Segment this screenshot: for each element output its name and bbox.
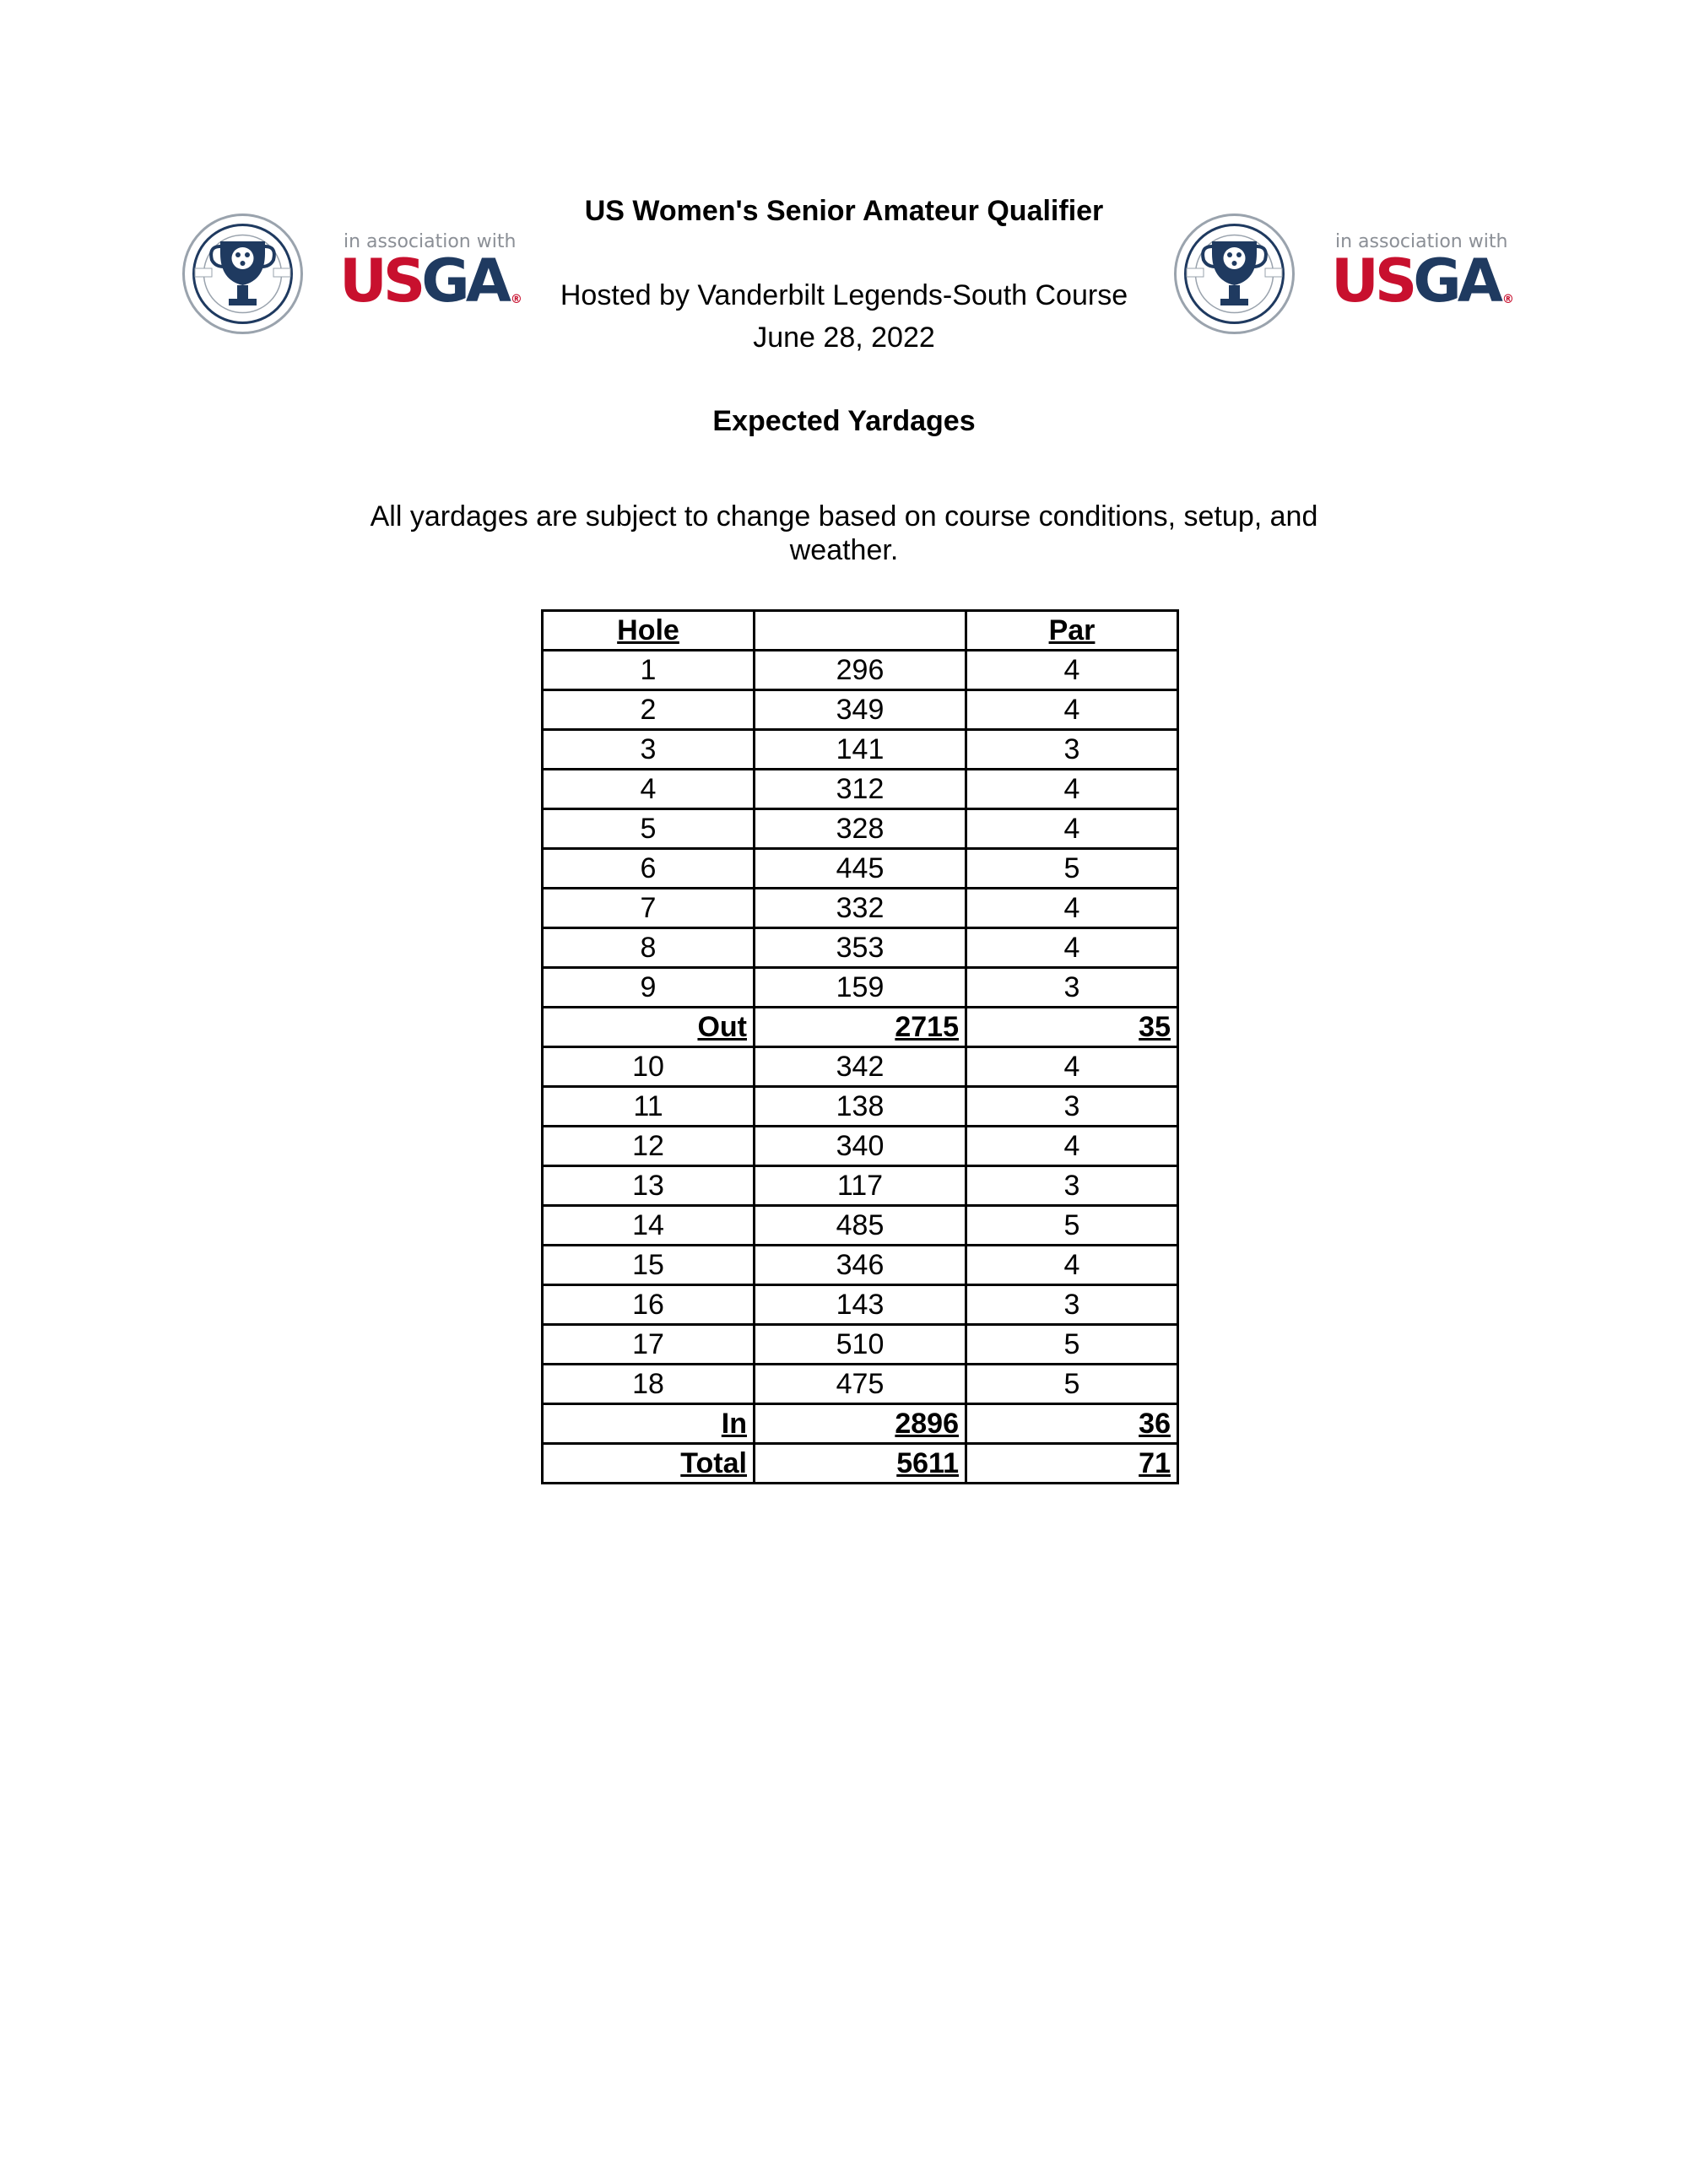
hole-cell: 7: [543, 889, 755, 928]
yardage-cell: 141: [755, 730, 966, 770]
hole-cell: In: [543, 1404, 755, 1444]
hole-cell: 12: [543, 1127, 755, 1166]
tennessee-golf-association-seal-icon: [1173, 213, 1296, 335]
summary-row: [543, 1404, 1178, 1444]
hole-cell: 14: [543, 1206, 755, 1246]
summary-row: [543, 1008, 1178, 1047]
hole-cell: 1: [543, 651, 755, 690]
par-cell: 3: [966, 1087, 1178, 1127]
table-row: [543, 968, 1178, 1008]
par-cell: 5: [966, 1325, 1178, 1365]
yardage-cell: 353: [755, 928, 966, 968]
hole-cell: 9: [543, 968, 755, 1008]
header-cell-yards: [755, 611, 966, 651]
table-row: [543, 1365, 1178, 1404]
hole-cell: Total: [543, 1444, 755, 1484]
section-heading: Expected Yardages: [712, 405, 976, 437]
yardage-cell: 5611: [755, 1444, 966, 1484]
yardage-cell: 159: [755, 968, 966, 1008]
yardage-cell: 138: [755, 1087, 966, 1127]
host-line: Hosted by Vanderbilt Legends-South Course: [560, 279, 1128, 311]
par-cell: 3: [966, 1285, 1178, 1325]
par-cell: 5: [966, 1206, 1178, 1246]
par-cell: 4: [966, 889, 1178, 928]
par-cell: 3: [966, 1166, 1178, 1206]
table-row: [543, 770, 1178, 809]
usga-logo: USGA ®: [1331, 246, 1514, 316]
par-cell: 4: [966, 1127, 1178, 1166]
yardage-cell: 2896: [755, 1404, 966, 1444]
association-text: in association with: [1335, 231, 1508, 252]
yardage-cell: 340: [755, 1127, 966, 1166]
hole-cell: 10: [543, 1047, 755, 1087]
yardage-cell: 296: [755, 651, 966, 690]
hole-cell: 18: [543, 1365, 755, 1404]
association-text: in association with: [344, 231, 517, 252]
table-row: [543, 1087, 1178, 1127]
yardage-cell: 349: [755, 690, 966, 730]
page-title: US Women's Senior Amateur Qualifier: [584, 195, 1104, 227]
table-row: [543, 730, 1178, 770]
par-cell: 5: [966, 849, 1178, 889]
hole-cell: 5: [543, 809, 755, 849]
table-row: [543, 928, 1178, 968]
hole-cell: 3: [543, 730, 755, 770]
hole-cell: 13: [543, 1166, 755, 1206]
par-cell: 4: [966, 770, 1178, 809]
par-cell: 35: [966, 1008, 1178, 1047]
table-row: [543, 690, 1178, 730]
yardage-cell: 2715: [755, 1008, 966, 1047]
table-row: [543, 1285, 1178, 1325]
table-row: [543, 1206, 1178, 1246]
table-row: [543, 1047, 1178, 1087]
yardage-cell: 346: [755, 1246, 966, 1285]
par-cell: 4: [966, 690, 1178, 730]
par-cell: 3: [966, 730, 1178, 770]
par-cell: 4: [966, 1246, 1178, 1285]
table-row: [543, 889, 1178, 928]
yardage-cell: 117: [755, 1166, 966, 1206]
hole-cell: 8: [543, 928, 755, 968]
yardage-cell: 485: [755, 1206, 966, 1246]
header-cell-hole: Hole: [543, 611, 755, 651]
yardage-table: [541, 609, 1179, 1484]
table-row: [543, 1166, 1178, 1206]
table-header-row: [543, 611, 1178, 651]
usga-logo: USGA ®: [339, 246, 522, 316]
par-cell: 36: [966, 1404, 1178, 1444]
par-cell: 4: [966, 651, 1178, 690]
table-body: [543, 651, 1178, 1484]
hole-cell: 17: [543, 1325, 755, 1365]
yardage-cell: 332: [755, 889, 966, 928]
table-row: [543, 1325, 1178, 1365]
par-cell: 71: [966, 1444, 1178, 1484]
yardage-cell: 475: [755, 1365, 966, 1404]
summary-row: [543, 1444, 1178, 1484]
yardage-cell: 445: [755, 849, 966, 889]
disclaimer-note: All yardages are subject to change based on course conditions, setup, and weather.: [370, 500, 1318, 566]
par-cell: 5: [966, 1365, 1178, 1404]
table-row: [543, 849, 1178, 889]
par-cell: 3: [966, 968, 1178, 1008]
yardage-cell: 328: [755, 809, 966, 849]
hole-cell: 16: [543, 1285, 755, 1325]
hole-cell: 2: [543, 690, 755, 730]
hole-cell: Out: [543, 1008, 755, 1047]
hole-cell: 15: [543, 1246, 755, 1285]
yardage-cell: 342: [755, 1047, 966, 1087]
hole-cell: 6: [543, 849, 755, 889]
header-cell-par: Par: [966, 611, 1178, 651]
table-row: [543, 809, 1178, 849]
par-cell: 4: [966, 809, 1178, 849]
tennessee-golf-association-seal-icon: [181, 213, 304, 335]
table-row: [543, 1246, 1178, 1285]
table-row: [543, 1127, 1178, 1166]
table-row: [543, 651, 1178, 690]
hole-cell: 11: [543, 1087, 755, 1127]
yardage-cell: 312: [755, 770, 966, 809]
event-date: June 28, 2022: [753, 322, 935, 354]
par-cell: 4: [966, 1047, 1178, 1087]
par-cell: 4: [966, 928, 1178, 968]
yardage-cell: 510: [755, 1325, 966, 1365]
hole-cell: 4: [543, 770, 755, 809]
yardage-cell: 143: [755, 1285, 966, 1325]
